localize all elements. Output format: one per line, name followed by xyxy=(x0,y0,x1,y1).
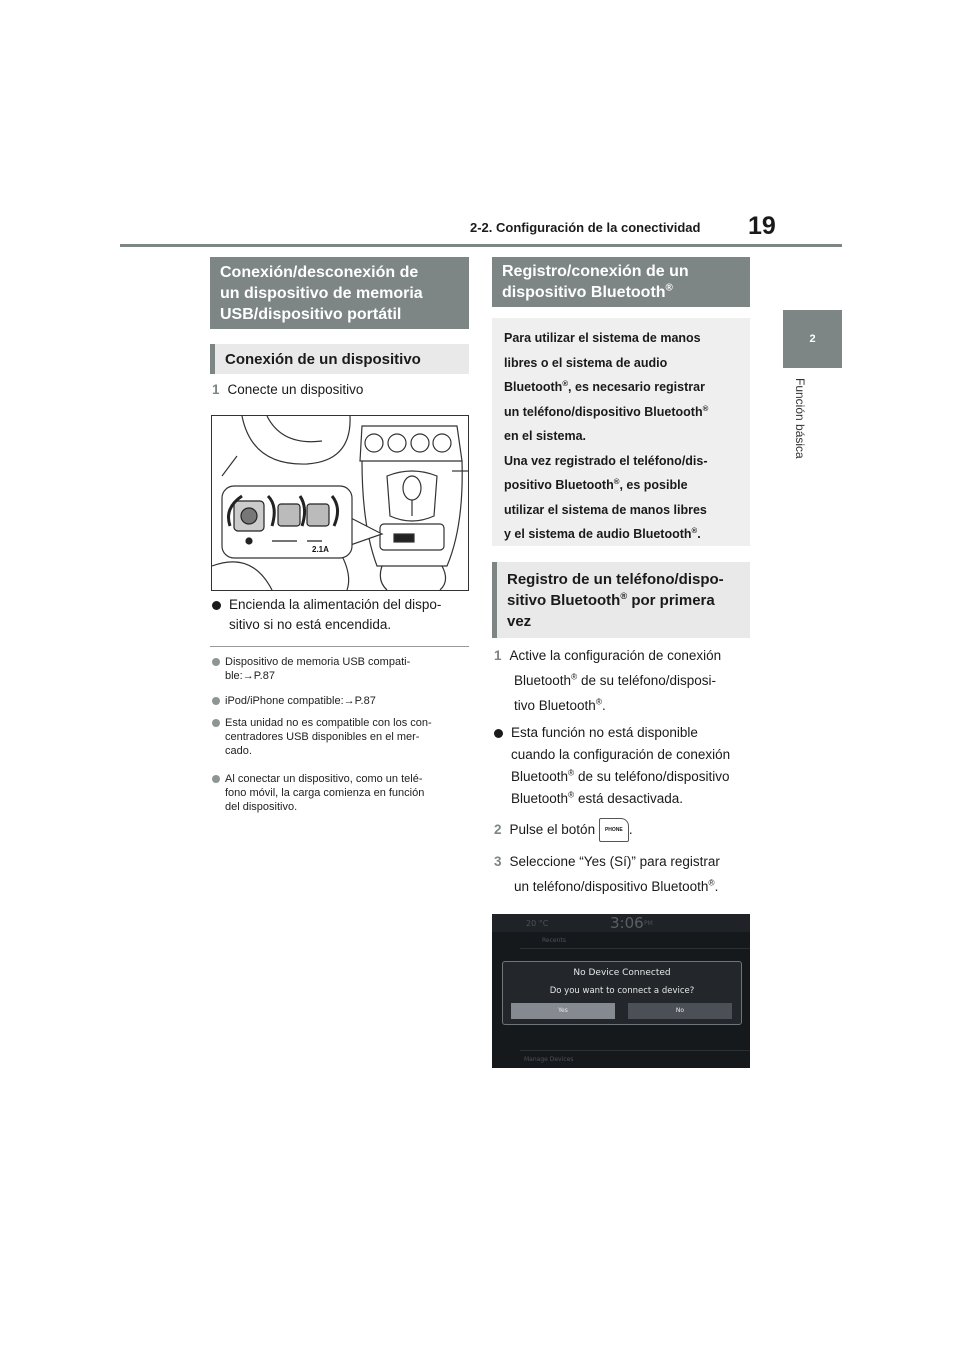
step-text: un teléfono/dispositivo Bluetooth xyxy=(514,879,709,894)
bullet-line xyxy=(511,788,754,810)
bullet-dot xyxy=(212,601,221,610)
tab-recents[interactable]: Recents xyxy=(542,937,566,944)
step-number: 2 xyxy=(494,822,502,837)
info-line xyxy=(504,522,738,547)
info-line: Para utilizar el sistema de manos xyxy=(504,331,701,345)
info-text: un teléfono/dispositivo Bluetooth xyxy=(504,404,703,419)
yes-button[interactable]: Yes xyxy=(511,1003,615,1019)
dialog-title: No Device Connected xyxy=(573,968,671,978)
note-line: Al conectar un dispositivo, como un telé- xyxy=(225,773,423,785)
bullet-line: sitivo si no está encendida. xyxy=(229,617,392,632)
info-line: utilizar el sistema de manos libres xyxy=(504,502,707,517)
step-text: de su teléfono/disposi- xyxy=(577,673,717,688)
note-line: fono móvil, la carga comienza en función xyxy=(225,787,425,799)
info-text: , es necesario registrar xyxy=(568,380,705,394)
note-line: Dispositivo de memoria USB compati- xyxy=(225,656,411,668)
bullet-power-on xyxy=(212,595,470,635)
step-number: 1 xyxy=(494,648,502,663)
chapter-tab xyxy=(783,310,842,368)
bullet-line: Esta función no está disponible xyxy=(511,725,698,740)
step-text: . xyxy=(628,822,633,837)
step-line xyxy=(494,875,754,899)
registered-mark: ® xyxy=(571,671,578,682)
note-dot xyxy=(212,775,220,783)
note-charging xyxy=(212,772,472,814)
no-button[interactable]: No xyxy=(628,1003,732,1019)
port-label: 2.1A xyxy=(312,545,329,554)
heading-text: dispositivo Bluetooth xyxy=(502,284,666,301)
phone-button-icon: PHONE xyxy=(599,818,629,842)
heading-line xyxy=(502,282,740,303)
info-text: , es posible xyxy=(619,478,688,492)
section-reference: 2-2. Configuración de la conectividad xyxy=(470,220,701,235)
step-line xyxy=(494,644,754,668)
info-text: positivo Bluetooth xyxy=(504,478,614,492)
info-text: . xyxy=(697,527,701,541)
notes-divider xyxy=(210,646,469,647)
bullet-text: está desactivada. xyxy=(574,791,684,806)
registered-mark: ® xyxy=(665,282,673,294)
clock-ampm: PM xyxy=(644,920,653,927)
subheading-first-registration xyxy=(492,562,750,638)
step-1-connect xyxy=(212,378,470,402)
subheading-line: vez xyxy=(507,612,532,630)
bullet-line: Encienda la alimentación del dispo- xyxy=(229,597,442,612)
subheading-connect-device xyxy=(210,344,469,374)
chapter-number: 2 xyxy=(809,333,816,345)
info-line: Una vez registrado el teléfono/dis- xyxy=(504,453,708,468)
step-line xyxy=(494,669,754,693)
heading-line: un dispositivo de memoria xyxy=(220,284,423,302)
note-usb-compatible xyxy=(212,655,472,683)
clock: 3:06 xyxy=(610,914,644,932)
bullet-line xyxy=(511,766,754,788)
info-line xyxy=(504,400,738,425)
subheading-line xyxy=(507,590,750,611)
subheading-text: por primera xyxy=(627,591,715,609)
note-dot xyxy=(212,697,220,705)
infotainment-screen xyxy=(492,914,750,1068)
bullet-dot xyxy=(494,729,503,738)
step-text: . xyxy=(601,698,606,713)
subheading-line: Registro de un teléfono/dispo- xyxy=(507,570,724,588)
step-text: . xyxy=(714,879,719,894)
bullet-text: de su teléfono/dispositivo xyxy=(574,769,730,784)
bullet-text: Bluetooth xyxy=(511,791,569,806)
section-heading-usb xyxy=(210,257,469,329)
note-line: iPod/iPhone compatible:→P.87 xyxy=(225,695,376,707)
section-heading-bluetooth xyxy=(492,257,750,307)
registered-mark: ® xyxy=(568,767,575,778)
subheading-text: sitivo Bluetooth xyxy=(507,591,621,609)
page-number: 19 xyxy=(748,212,776,240)
chapter-title: Función básica xyxy=(793,378,807,459)
step-3-select-yes xyxy=(494,850,754,899)
note-line: centradores USB disponibles en el mer- xyxy=(225,731,420,743)
step-text: Active la configuración de conexión xyxy=(509,648,722,663)
bullet-line: cuando la configuración de conexión xyxy=(511,747,731,762)
note-ipod-compatible xyxy=(212,694,472,708)
registered-mark: ® xyxy=(562,378,569,388)
step-text: Bluetooth xyxy=(514,673,572,688)
info-line: libres o el sistema de audio xyxy=(504,355,668,370)
step-2-press-phone xyxy=(494,818,754,842)
step-text: Pulse el botón xyxy=(509,822,596,837)
note-line: cado. xyxy=(225,745,252,757)
step-1-activate xyxy=(494,644,754,718)
registered-mark: ® xyxy=(691,525,698,535)
info-line: en el sistema. xyxy=(504,429,586,443)
note-line: Esta unidad no es compatible con los con- xyxy=(225,717,432,729)
header-rule xyxy=(120,244,842,247)
registered-mark: ® xyxy=(595,696,602,707)
info-text: y el sistema de audio Bluetooth xyxy=(504,527,692,541)
dialog-question: Do you want to connect a device? xyxy=(549,986,695,996)
step-line xyxy=(494,694,754,718)
usb-port-illustration xyxy=(211,415,469,591)
info-line xyxy=(504,473,738,498)
manage-devices-button[interactable]: Manage Devices xyxy=(524,1056,574,1063)
info-line xyxy=(504,375,738,400)
registered-mark: ® xyxy=(568,789,575,800)
note-dot xyxy=(212,658,220,666)
step-number: 1 xyxy=(212,382,220,397)
info-box xyxy=(492,318,750,546)
note-line: ble:→P.87 xyxy=(225,670,275,682)
note-dot xyxy=(212,719,220,727)
heading-line: Registro/conexión de un xyxy=(502,263,689,280)
heading-line: Conexión/desconexión de xyxy=(220,263,419,281)
note-usb-hubs xyxy=(212,716,472,758)
step-line xyxy=(494,850,754,874)
console-drawing xyxy=(212,416,468,590)
registered-mark: ® xyxy=(613,476,620,486)
temperature: 20 °C xyxy=(526,919,549,928)
registered-mark: ® xyxy=(620,590,628,601)
connect-dialog xyxy=(502,961,742,1025)
subheading-text: Conexión de un dispositivo xyxy=(225,350,421,368)
info-text: Bluetooth xyxy=(504,380,563,394)
bottom-bar xyxy=(520,1050,750,1051)
step-text: tivo Bluetooth xyxy=(514,698,596,713)
registered-mark: ® xyxy=(702,403,709,413)
heading-line: USB/dispositivo portátil xyxy=(220,305,402,323)
step-text: Seleccione “Yes (Sí)” para registrar xyxy=(509,854,720,869)
registered-mark: ® xyxy=(708,877,715,888)
step-text: Conecte un dispositivo xyxy=(227,382,364,397)
bullet-not-available xyxy=(494,722,754,810)
note-line: del dispositivo. xyxy=(225,801,298,813)
bullet-text: Bluetooth xyxy=(511,769,569,784)
step-number: 3 xyxy=(494,854,502,869)
